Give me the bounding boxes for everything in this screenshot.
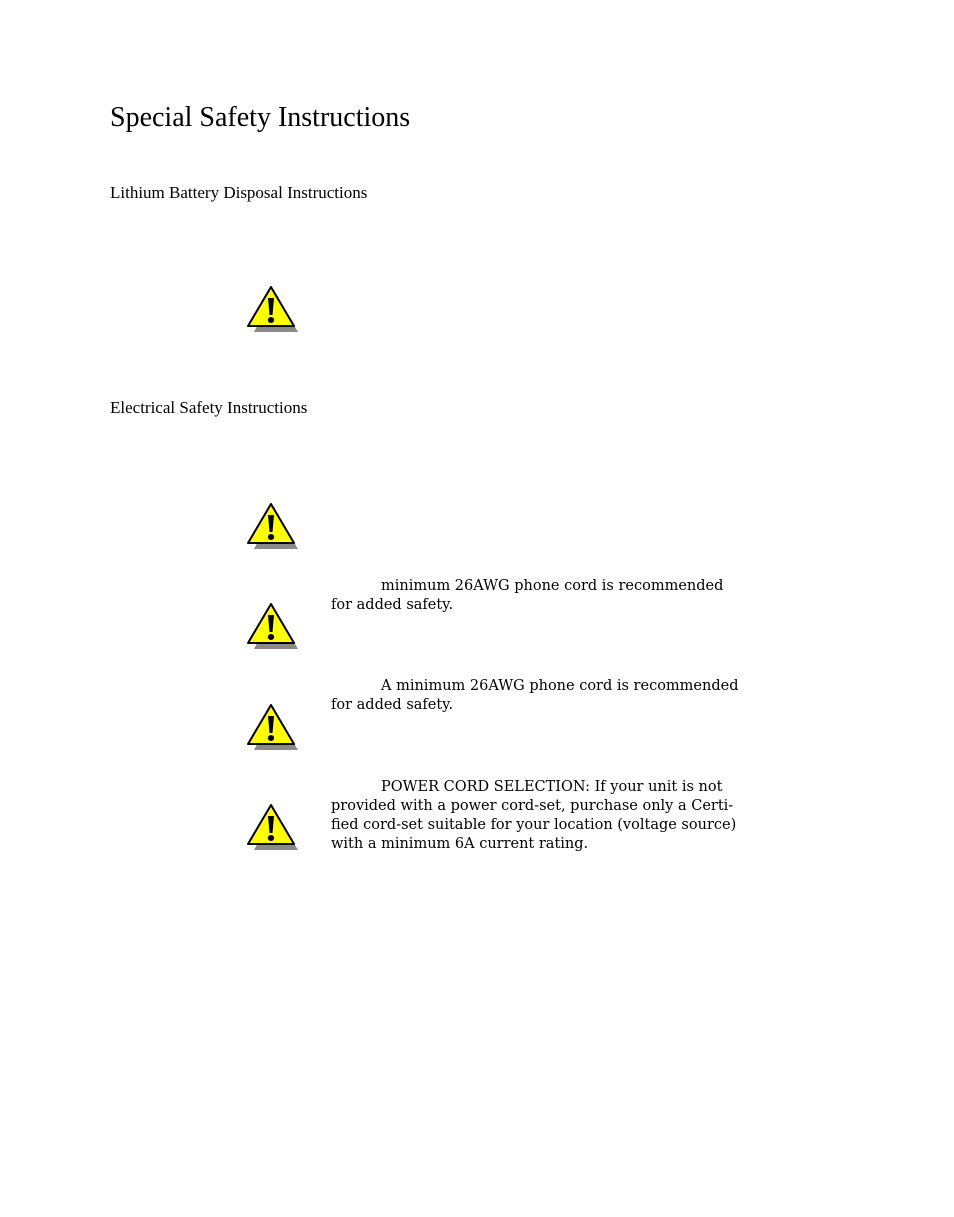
electrical-safety-heading: Electrical Safety Instructions — [110, 398, 308, 417]
warning-line: POWER CORD SELECTION: If your unit is not — [381, 779, 723, 795]
warning-line: fied cord-set suitable for your location (voltage source) — [331, 817, 737, 833]
warning-triangle-icon — [246, 601, 300, 651]
warning-line: for added safety. — [331, 597, 454, 613]
warning-line: minimum 26AWG phone cord is recommended — [381, 578, 724, 594]
power-cord-warning-text — [331, 778, 751, 854]
phone-cord-warning-text — [331, 577, 751, 615]
warning-triangle-icon — [246, 702, 300, 752]
warning-line: A minimum 26AWG phone cord is recommended — [381, 678, 739, 694]
warning-line: for added safety. — [331, 697, 454, 713]
lithium-battery-heading: Lithium Battery Disposal Instructions — [110, 183, 368, 202]
page-title: Special Safety Instructions — [110, 102, 411, 133]
warning-triangle-icon — [246, 284, 300, 334]
warning-line: with a minimum 6A current rating. — [331, 836, 589, 852]
warning-line: provided with a power cord-set, purchase only a Certi- — [331, 798, 734, 814]
warning-triangle-icon — [246, 802, 300, 852]
phone-cord-warning-text — [331, 677, 751, 715]
warning-triangle-icon — [246, 501, 300, 551]
